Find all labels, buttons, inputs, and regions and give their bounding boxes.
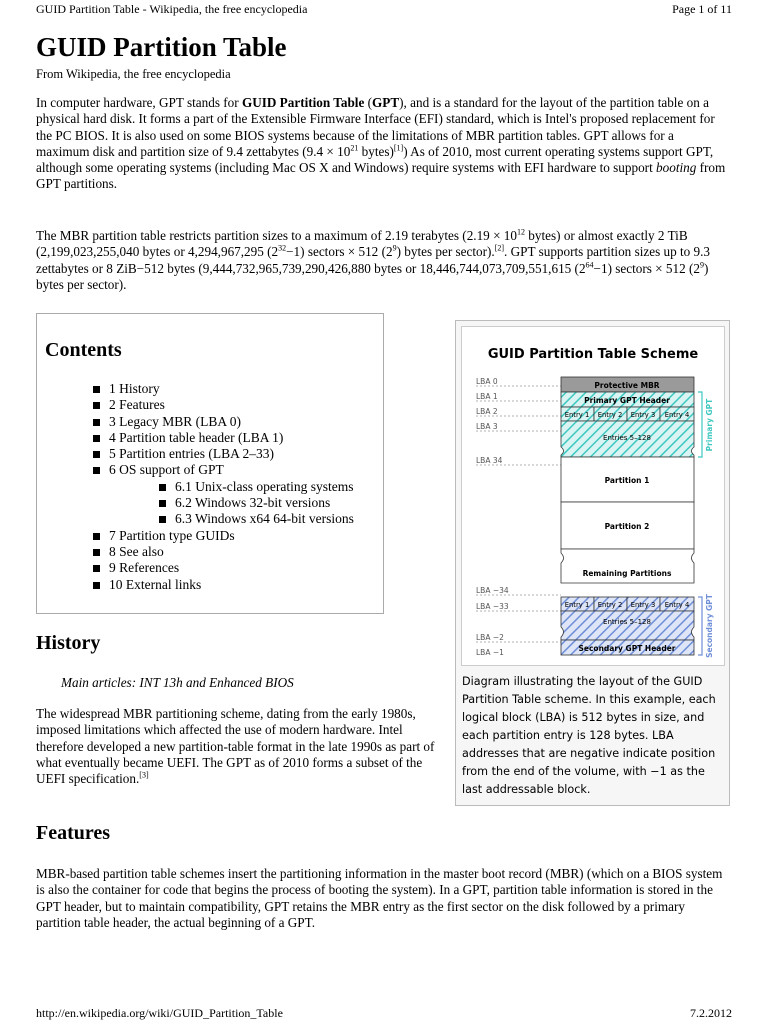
toc-subitem[interactable]: 6.3 Windows x64 64-bit versions <box>159 511 354 527</box>
lba-label: LBA 1 <box>476 392 498 401</box>
history-heading: History <box>36 632 101 654</box>
gpt-diagram-svg <box>462 327 724 665</box>
partition-2-label: Partition 2 <box>604 522 650 531</box>
lba-label: LBA −34 <box>476 586 509 595</box>
lba-label: LBA −2 <box>476 633 504 642</box>
footer-date: 7.2.2012 <box>690 1006 732 1020</box>
entry-label: Entry 3 <box>630 601 656 609</box>
entry-label: Entry 3 <box>630 411 656 419</box>
entry-label: Entry 4 <box>664 411 690 419</box>
intro-paragraph-1: In computer hardware, GPT stands for GUID Partition Table (GPT), and is a standard for the layout of the partition table on a physical hard disk. It forms a part of the Extensible Firmware Interface (EFI) standard, which is Intel's proposed replacement for the PC BIOS. It is also used on some BIOS systems because of the limitations of MBR partition tables. GPT allows for a maximum disk and partition size of 9.4 zettabytes ($9.4 \times 10^{21}$ bytes)[1]) As of 2010, most current operating systems support GPT, although some operating systems (including Mac OS X and Windows) require systems with EFI hardware to support booting from GPT partitions. <box>36 95 726 192</box>
entry-label: Entry 1 <box>564 411 590 419</box>
toc-heading: Contents <box>45 339 122 361</box>
footer-url[interactable]: http://en.wikipedia.org/wiki/GUID_Partition_Table <box>36 1006 283 1020</box>
intro-paragraph-2: The MBR partition table restricts partition sizes to a maximum of 2.19 terabytes ($2.19 \times 10^{12}$ bytes) or almost exactly 2 TiB (2,199,023,255,040 bytes or 4,294,967,295 $(2^{32}-1)$ sectors × 512 $(2^9)$ bytes per sector).[2]. GPT supports partition sizes up to 9.3 zettabytes or 8 ZiB−512 bytes (9,444,732,965,739,290,426,880 bytes or 18,446,744,073,709,551,615 $(2^{64}-1)$ sectors × 512 $(2^9)$ bytes per sector). <box>36 227 711 292</box>
entry-label: Entry 4 <box>664 601 690 609</box>
toc-item[interactable]: 5 Partition entries (LBA 2–33) <box>93 446 354 462</box>
entry-label: Entry 2 <box>597 601 623 609</box>
header-title: GUID Partition Table - Wikipedia, the free encyclopedia <box>36 2 308 16</box>
toc-item[interactable]: 7 Partition type GUIDs <box>93 528 354 544</box>
lba-label: LBA 3 <box>476 422 498 431</box>
protective-mbr-label: Protective MBR <box>594 381 660 390</box>
lba-label: LBA 34 <box>476 456 503 465</box>
entry-label: Entry 1 <box>564 601 590 609</box>
toc-item[interactable]: 9 References <box>93 560 354 576</box>
history-paragraph: The widespread MBR partitioning scheme, dating from the early 1980s, imposed limitations which affected the use of modern hardware. Intel therefore developed a new partition-table format in the late 1990s as part of what eventually became UEFI. The GPT as of 2010 forms a subset of the UEFI specification.[3] <box>36 706 435 787</box>
ref-link[interactable]: [3] <box>139 770 149 780</box>
toc-item[interactable]: 8 See also <box>93 544 354 560</box>
toc-subitem[interactable]: 6.2 Windows 32-bit versions <box>159 495 354 511</box>
toc-item[interactable]: 6 OS support of GPT <box>93 462 354 478</box>
lba-label: LBA −33 <box>476 602 509 611</box>
lba-label: LBA 2 <box>476 407 498 416</box>
features-heading: Features <box>36 822 111 844</box>
page-header <box>36 0 732 18</box>
primary-gpt-label: Primary GPT <box>705 398 714 452</box>
secondary-entries-label: Entries 5–128 <box>603 618 651 626</box>
toc-subitem[interactable]: 6.1 Unix-class operating systems <box>159 479 354 495</box>
figure-caption: Diagram illustrating the layout of the GUID Partition Table scheme. In this example, each logical block (LBA) is 512 bytes in size, and each partition entry is 128 bytes. LBA addresses that are negative indicate position from the end of the volume, with −1 as the last addressable block. <box>462 675 716 796</box>
primary-entries-label: Entries 5–128 <box>603 434 651 442</box>
lba-label: LBA −1 <box>476 648 504 657</box>
remaining-partitions-label: Remaining Partitions <box>582 569 672 578</box>
diagram-title: GUID Partition Table Scheme <box>487 347 699 362</box>
toc-item[interactable]: 2 Features <box>93 397 354 413</box>
gpt-figure <box>455 320 730 806</box>
toc-item[interactable]: 3 Legacy MBR (LBA 0) <box>93 414 354 430</box>
page-subtitle: From Wikipedia, the free encyclopedia <box>36 67 231 81</box>
main-articles-note[interactable]: Main articles: INT 13h and Enhanced BIOS <box>61 675 294 690</box>
table-of-contents <box>36 313 384 614</box>
ref-link[interactable]: [2] <box>494 243 505 253</box>
entry-label: Entry 2 <box>597 411 623 419</box>
gpt-diagram[interactable] <box>461 326 725 666</box>
primary-header-label: Primary GPT Header <box>584 396 670 405</box>
features-paragraph: MBR-based partition table schemes insert the partitioning information in the master boot record (MBR) (which on a BIOS system is also the container for code that begins the process of booting the system). In a GPT, partition table information is stored in the GPT header, but to maintain compatibility, GPT retains the MBR entry as the first sector on the disk followed by a primary partition table header, the actual beginning of a GPT. <box>36 866 723 930</box>
ref-link[interactable]: [1] <box>393 143 404 153</box>
secondary-gpt-label: Secondary GPT <box>705 594 714 658</box>
page-title: GUID Partition Table <box>36 32 287 62</box>
secondary-header-label: Secondary GPT Header <box>578 644 676 653</box>
page-number: Page 1 of 11 <box>672 2 732 16</box>
toc-item[interactable]: 4 Partition table header (LBA 1) <box>93 430 354 446</box>
toc-list <box>93 381 354 593</box>
partition-1-label: Partition 1 <box>604 476 650 485</box>
toc-item[interactable]: 10 External links <box>93 577 354 593</box>
toc-item[interactable]: 1 History <box>93 381 354 397</box>
lba-label: LBA 0 <box>476 377 498 386</box>
